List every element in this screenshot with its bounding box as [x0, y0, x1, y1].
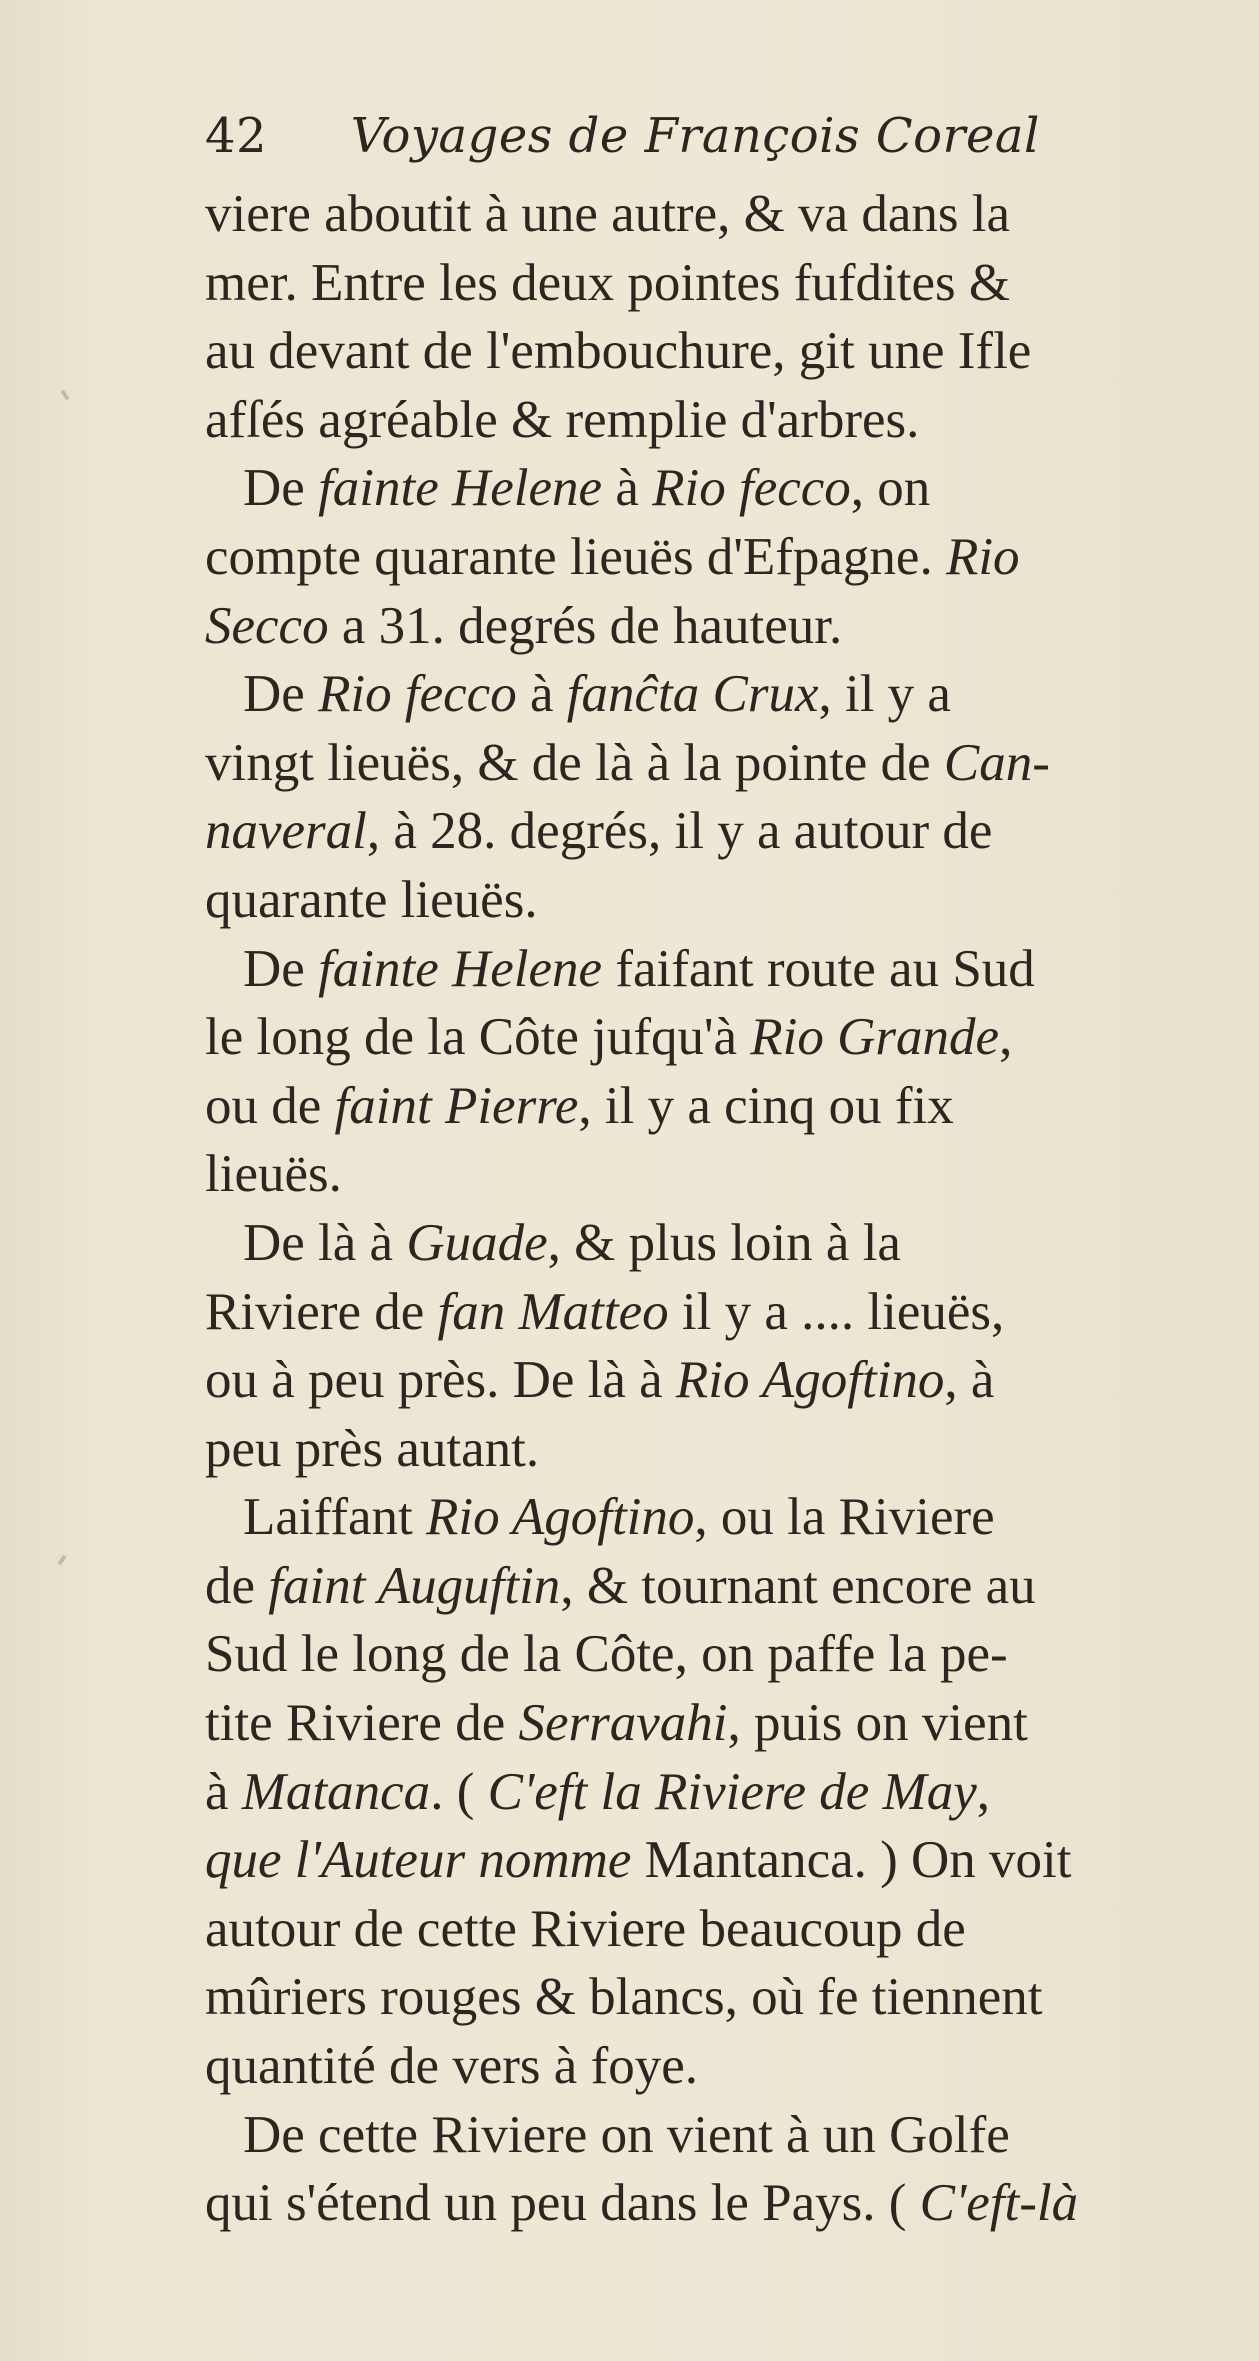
italic-segment: Can- [943, 733, 1050, 792]
text-line [205, 180, 1185, 249]
text-line [205, 454, 1185, 523]
text-segment: , il y a [818, 665, 951, 724]
text-segment: , & tournant encore au [560, 1556, 1036, 1615]
italic-segment: C'eft-là [919, 2174, 1079, 2233]
paper-speck [57, 1555, 66, 1565]
text-segment: afſés agréable & remplie d'arbres. [205, 390, 920, 449]
italic-segment: que l'Auteur nomme [205, 1831, 632, 1890]
text-segment: Sud le long de la Côte, on paffe la pe- [205, 1625, 1008, 1684]
italic-segment: Serravahi [518, 1694, 728, 1753]
text-segment: autour de cette Riviere beaucoup de [205, 1899, 966, 1958]
text-line [205, 729, 1185, 798]
italic-segment: faint Auguftin [268, 1556, 561, 1615]
text-line [205, 1620, 1185, 1689]
text-segment: Mantanca. ) On voit [631, 1831, 1072, 1890]
italic-segment: Rio fecco [652, 459, 851, 518]
text-segment: mûriers rouges & blancs, où fe tiennent [205, 1968, 1043, 2027]
text-segment: quarante lieuës. [205, 870, 538, 929]
text-segment: De [243, 665, 319, 724]
text-segment: Laiffant [243, 1488, 426, 1547]
text-line [205, 1346, 1185, 1415]
italic-segment: Rio [945, 527, 1020, 586]
text-line [205, 1072, 1185, 1141]
body-text [205, 180, 1185, 2238]
text-segment: de [205, 1556, 269, 1615]
text-segment: tite Riviere de [205, 1694, 519, 1753]
text-line [205, 386, 1185, 455]
text-line [205, 592, 1185, 661]
text-segment: , à 28. degrés, il y a autour de [366, 802, 993, 861]
italic-segment: Rio Agoftino [675, 1351, 945, 1410]
text-line [205, 935, 1185, 1004]
text-segment: il y a .... lieuës, [668, 1282, 1005, 1341]
italic-segment: Rio fecco [318, 665, 517, 724]
paper-speck [60, 390, 69, 400]
text-line [205, 1209, 1185, 1278]
italic-segment: C'eft la Riviere de May [487, 1762, 977, 1821]
text-segment: , [999, 1008, 1013, 1067]
text-segment: De là à [243, 1213, 407, 1272]
italic-segment: faint Pierre [334, 1076, 579, 1135]
text-line [205, 317, 1185, 386]
text-segment: , il y a cinq ou fix [578, 1076, 954, 1135]
italic-segment: Matanca [241, 1762, 431, 1821]
page-number: 42 [205, 108, 268, 164]
text-line [205, 660, 1185, 729]
text-line [205, 2169, 1185, 2238]
text-line [205, 1895, 1185, 1964]
text-line [205, 1689, 1185, 1758]
text-line [205, 249, 1185, 318]
text-line [205, 1963, 1185, 2032]
italic-segment: Rio Agoftino [425, 1488, 695, 1547]
text-segment: viere aboutit à une autre, & va dans la [205, 185, 1010, 243]
italic-segment: Guade [406, 1213, 548, 1272]
italic-segment: Secco [205, 596, 329, 655]
text-line [205, 1003, 1185, 1072]
text-line [205, 1552, 1185, 1621]
text-segment: à [602, 459, 653, 518]
text-line [205, 1140, 1185, 1209]
text-segment: Riviere de [205, 1282, 438, 1341]
text-segment: quantité de vers à foye. [205, 2037, 698, 2096]
italic-segment: fanĉta Crux [566, 665, 819, 724]
text-segment: , on [850, 459, 931, 518]
text-segment: . ( [430, 1762, 488, 1821]
text-segment: qui s'étend un peu dans le Pays. ( [205, 2174, 920, 2233]
text-segment: le long de la Côte jufqu'à [205, 1008, 751, 1067]
text-segment: ou à peu près. De là à [205, 1351, 676, 1410]
text-line [205, 1415, 1185, 1484]
text-segment: à [516, 665, 567, 724]
italic-segment: Rio Grande [750, 1008, 1000, 1067]
running-title: Voyages de François Coreal [350, 108, 1040, 164]
text-segment: De [243, 459, 319, 518]
text-segment: , [976, 1762, 990, 1821]
text-segment: , puis on vient [727, 1694, 1028, 1753]
text-line [205, 1758, 1185, 1827]
text-segment: lieuës. [205, 1145, 342, 1204]
text-line [205, 797, 1185, 866]
italic-segment: fainte Helene [318, 939, 603, 998]
text-segment: vingt lieuës, & de là à la pointe de [205, 733, 944, 792]
text-segment: à [205, 1762, 242, 1821]
text-line [205, 866, 1185, 935]
text-line [205, 1483, 1185, 1552]
italic-segment: fan Matteo [437, 1282, 669, 1341]
italic-segment: naveral [205, 802, 367, 861]
text-segment: , ou la Riviere [694, 1488, 995, 1547]
text-segment: a 31. degrés de hauteur. [328, 596, 843, 655]
page-header [205, 108, 1040, 164]
text-line [205, 2101, 1185, 2170]
text-segment: , à [944, 1351, 995, 1410]
text-line [205, 523, 1185, 592]
text-segment: compte quarante lieuës d'Efpagne. [205, 527, 946, 586]
text-segment: peu près autant. [205, 1419, 540, 1478]
text-segment: , & plus loin à la [547, 1213, 901, 1272]
text-segment: De cette Riviere on vient à un Golfe [243, 2105, 1010, 2164]
text-line [205, 2032, 1185, 2101]
text-segment: au devant de l'embouchure, git une Ifle [205, 322, 1032, 381]
text-segment: faifant route au Sud [602, 939, 1035, 998]
text-segment: mer. Entre les deux pointes fufdites & [205, 253, 1011, 312]
text-line [205, 1826, 1185, 1895]
text-segment: ou de [205, 1076, 335, 1135]
text-line [205, 1278, 1185, 1347]
text-segment: De [243, 939, 319, 998]
italic-segment: fainte Helene [318, 459, 603, 518]
